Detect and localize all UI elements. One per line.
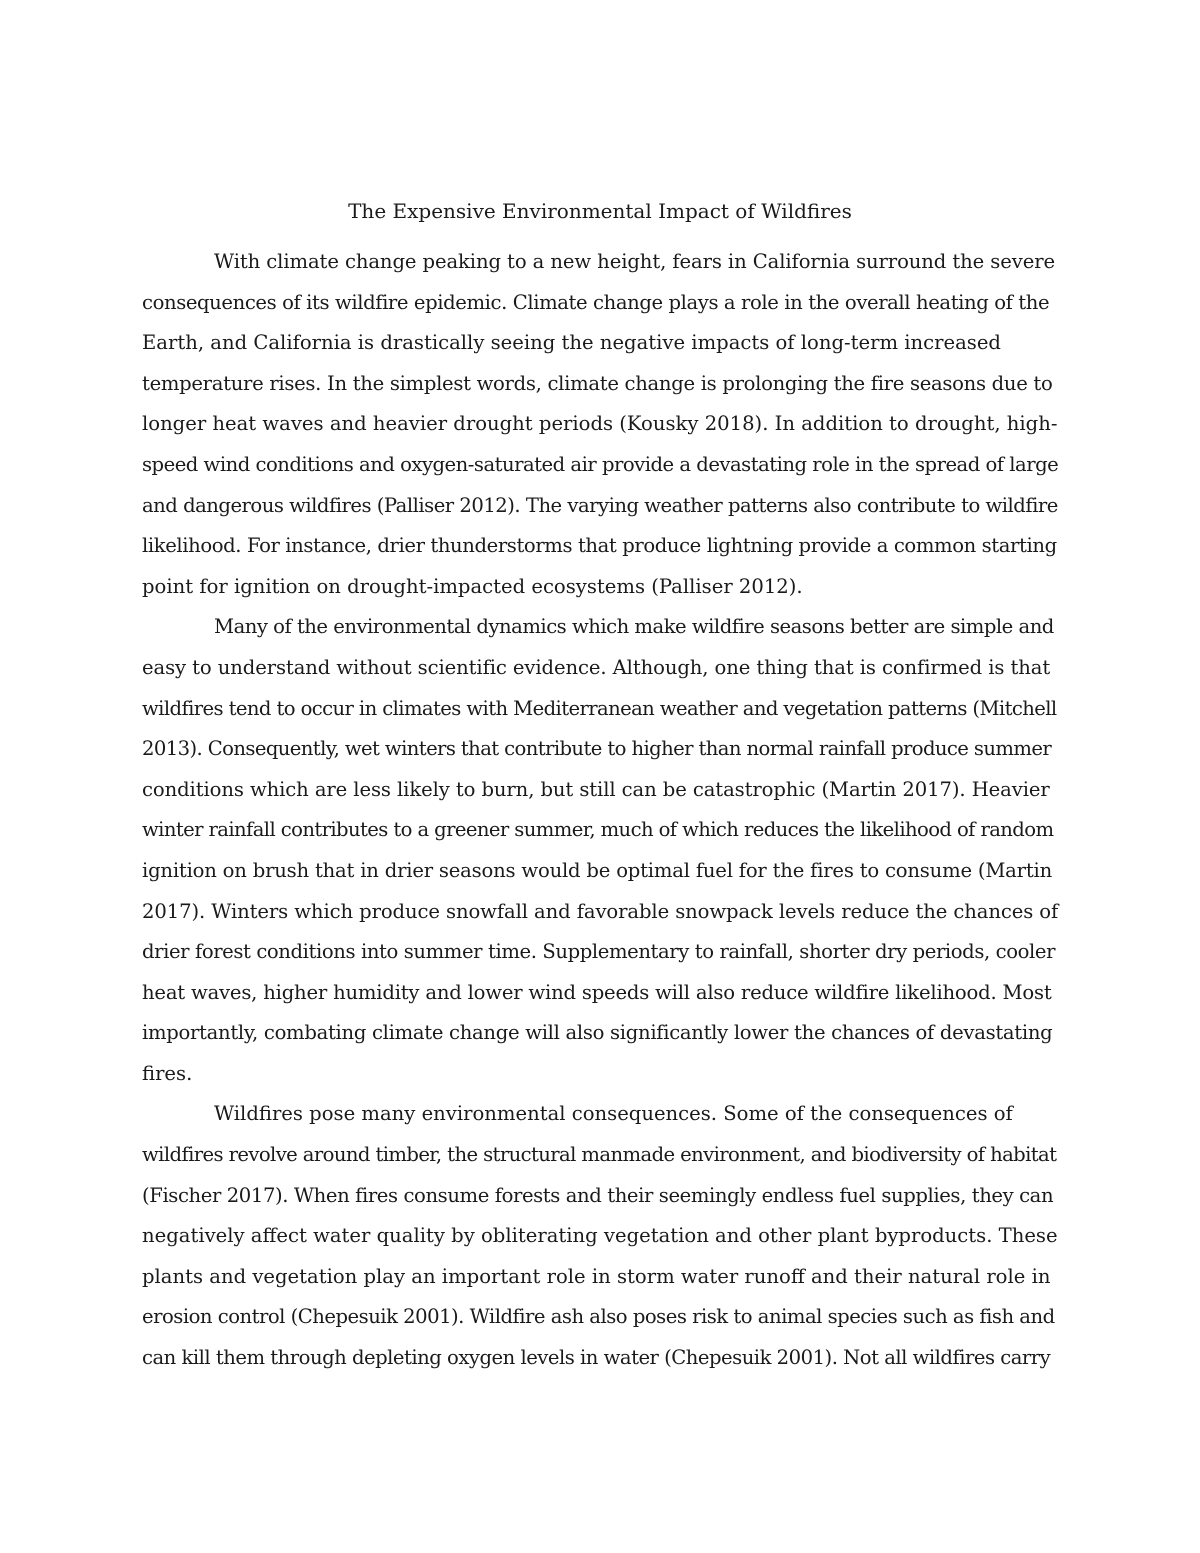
text-line: winter rainfall contributes to a greener summer, much of which reduces the likelihood of random bbox=[142, 818, 1054, 842]
text-line: Earth, and California is drastically seeing the negative impacts of long-term increased bbox=[142, 331, 1001, 355]
text-line: plants and vegetation play an important role in storm water runoff and their natural role in bbox=[142, 1264, 1051, 1288]
text-line: importantly, combating climate change will also significantly lower the chances of devastating bbox=[142, 1021, 1053, 1045]
text-line: temperature rises. In the simplest words, climate change is prolonging the fire seasons due to bbox=[142, 371, 1053, 395]
text-line: easy to understand without scientific evidence. Although, one thing that is confirmed is that bbox=[142, 655, 1051, 679]
document-title: The Expensive Environmental Impact of Wildfires bbox=[348, 199, 852, 223]
text-line: drier forest conditions into summer time. Supplementary to rainfall, shorter dry periods, cooler bbox=[142, 940, 1056, 964]
text-line: wildfires tend to occur in climates with Mediterranean weather and vegetation patterns (Mitchell bbox=[142, 696, 1057, 720]
document-body bbox=[142, 242, 1058, 1379]
text-line: 2013). Consequently, wet winters that contribute to higher than normal rainfall produce summer bbox=[142, 737, 1052, 761]
paragraph-1 bbox=[142, 242, 1058, 607]
text-line: 2017). Winters which produce snowfall and favorable snowpack levels reduce the chances of bbox=[142, 899, 1059, 923]
paragraph-3 bbox=[142, 1094, 1058, 1378]
text-line: point for ignition on drought-impacted ecosystems (Palliser 2012). bbox=[142, 574, 803, 598]
text-line: speed wind conditions and oxygen-saturated air provide a devastating role in the spread of large bbox=[142, 452, 1059, 476]
text-line: conditions which are less likely to burn, but still can be catastrophic (Martin 2017). Heavier bbox=[142, 777, 1050, 801]
text-line: negatively affect water quality by obliterating vegetation and other plant byproducts. These bbox=[142, 1224, 1058, 1248]
text-line: and dangerous wildfires (Palliser 2012). The varying weather patterns also contribute to wildfire bbox=[142, 493, 1058, 517]
text-line: (Fischer 2017). When fires consume forests and their seemingly endless fuel supplies, they can bbox=[142, 1183, 1054, 1207]
text-line: wildfires revolve around timber, the structural manmade environment, and biodiversity of habitat bbox=[142, 1143, 1057, 1167]
text-line: Wildfires pose many environmental consequences. Some of the consequences of bbox=[214, 1102, 1013, 1126]
text-line: likelihood. For instance, drier thunderstorms that produce lightning provide a common starting bbox=[142, 534, 1057, 558]
text-line: ignition on brush that in drier seasons would be optimal fuel for the fires to consume (Martin bbox=[142, 858, 1052, 882]
text-line: With climate change peaking to a new height, fears in California surround the severe bbox=[214, 250, 1055, 273]
text-line: fires. bbox=[142, 1061, 193, 1085]
text-line: can kill them through depleting oxygen levels in water (Chepesuik 2001). Not all wildfires carry bbox=[142, 1346, 1051, 1370]
text-line: erosion control (Chepesuik 2001). Wildfire ash also poses risk to animal species such as fish and bbox=[142, 1305, 1055, 1329]
text-line: Many of the environmental dynamics which make wildfire seasons better are simple and bbox=[214, 615, 1054, 639]
text-line: heat waves, higher humidity and lower wind speeds will also reduce wildfire likelihood. Most bbox=[142, 980, 1052, 1004]
text-line: longer heat waves and heavier drought periods (Kousky 2018). In addition to drought, high- bbox=[142, 412, 1058, 436]
text-line: consequences of its wildfire epidemic. Climate change plays a role in the overall heating of the bbox=[142, 290, 1050, 314]
paragraph-2 bbox=[142, 607, 1058, 1094]
